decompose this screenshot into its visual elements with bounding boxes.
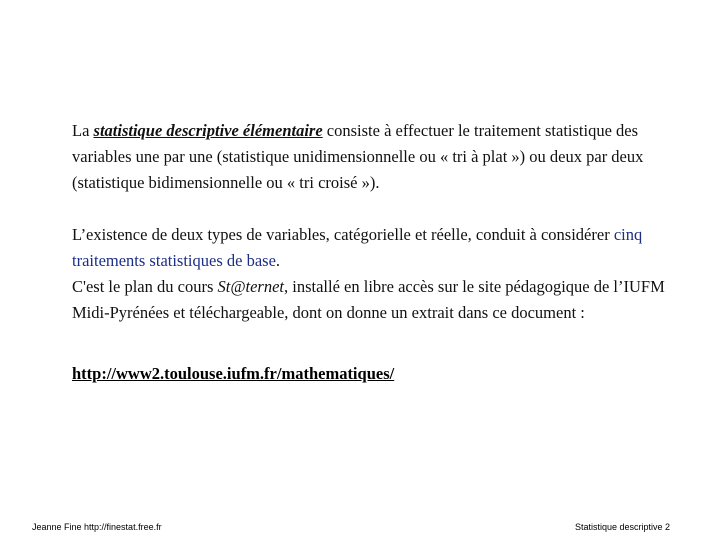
para2-line1-end: . [275,251,281,270]
footer-page-label: Statistique descriptive 2 [574,522,670,532]
body-text [72,118,672,326]
para2-line1: L’existence de deux types de variables, catégorielle et réelle, conduit à considérer [72,225,614,244]
footer-author: Jeanne Fine http://finestat.free.fr [32,522,162,532]
math-site-link[interactable]: http://www2.toulouse.iufm.fr/mathematiques/ [72,364,395,383]
para1-lead: La [72,121,94,140]
para2-course-rest: , installé en libre accès sur le site pédagogique de l’IUFM Midi-Pyrénées et téléchargeable, dont on donne un extrait dans ce document : [72,277,665,322]
paragraph-definition [72,118,672,196]
highlight-cinq-traitements: cinq traitements statistiques de base [72,225,643,270]
course-name: St@ternet [217,277,284,296]
para1-rest: consiste à effectuer le traitement statistique des variables une par une (statistique unidimensionnelle ou « tri à plat ») ou deux par deux (statistique bidimensionnelle ou « tri croisé »). [72,121,644,192]
paragraph-course [72,222,672,326]
para2-course-lead: C'est le plan du cours [72,277,218,296]
term-statistique-descriptive: statistique descriptive élémentaire [93,121,323,140]
